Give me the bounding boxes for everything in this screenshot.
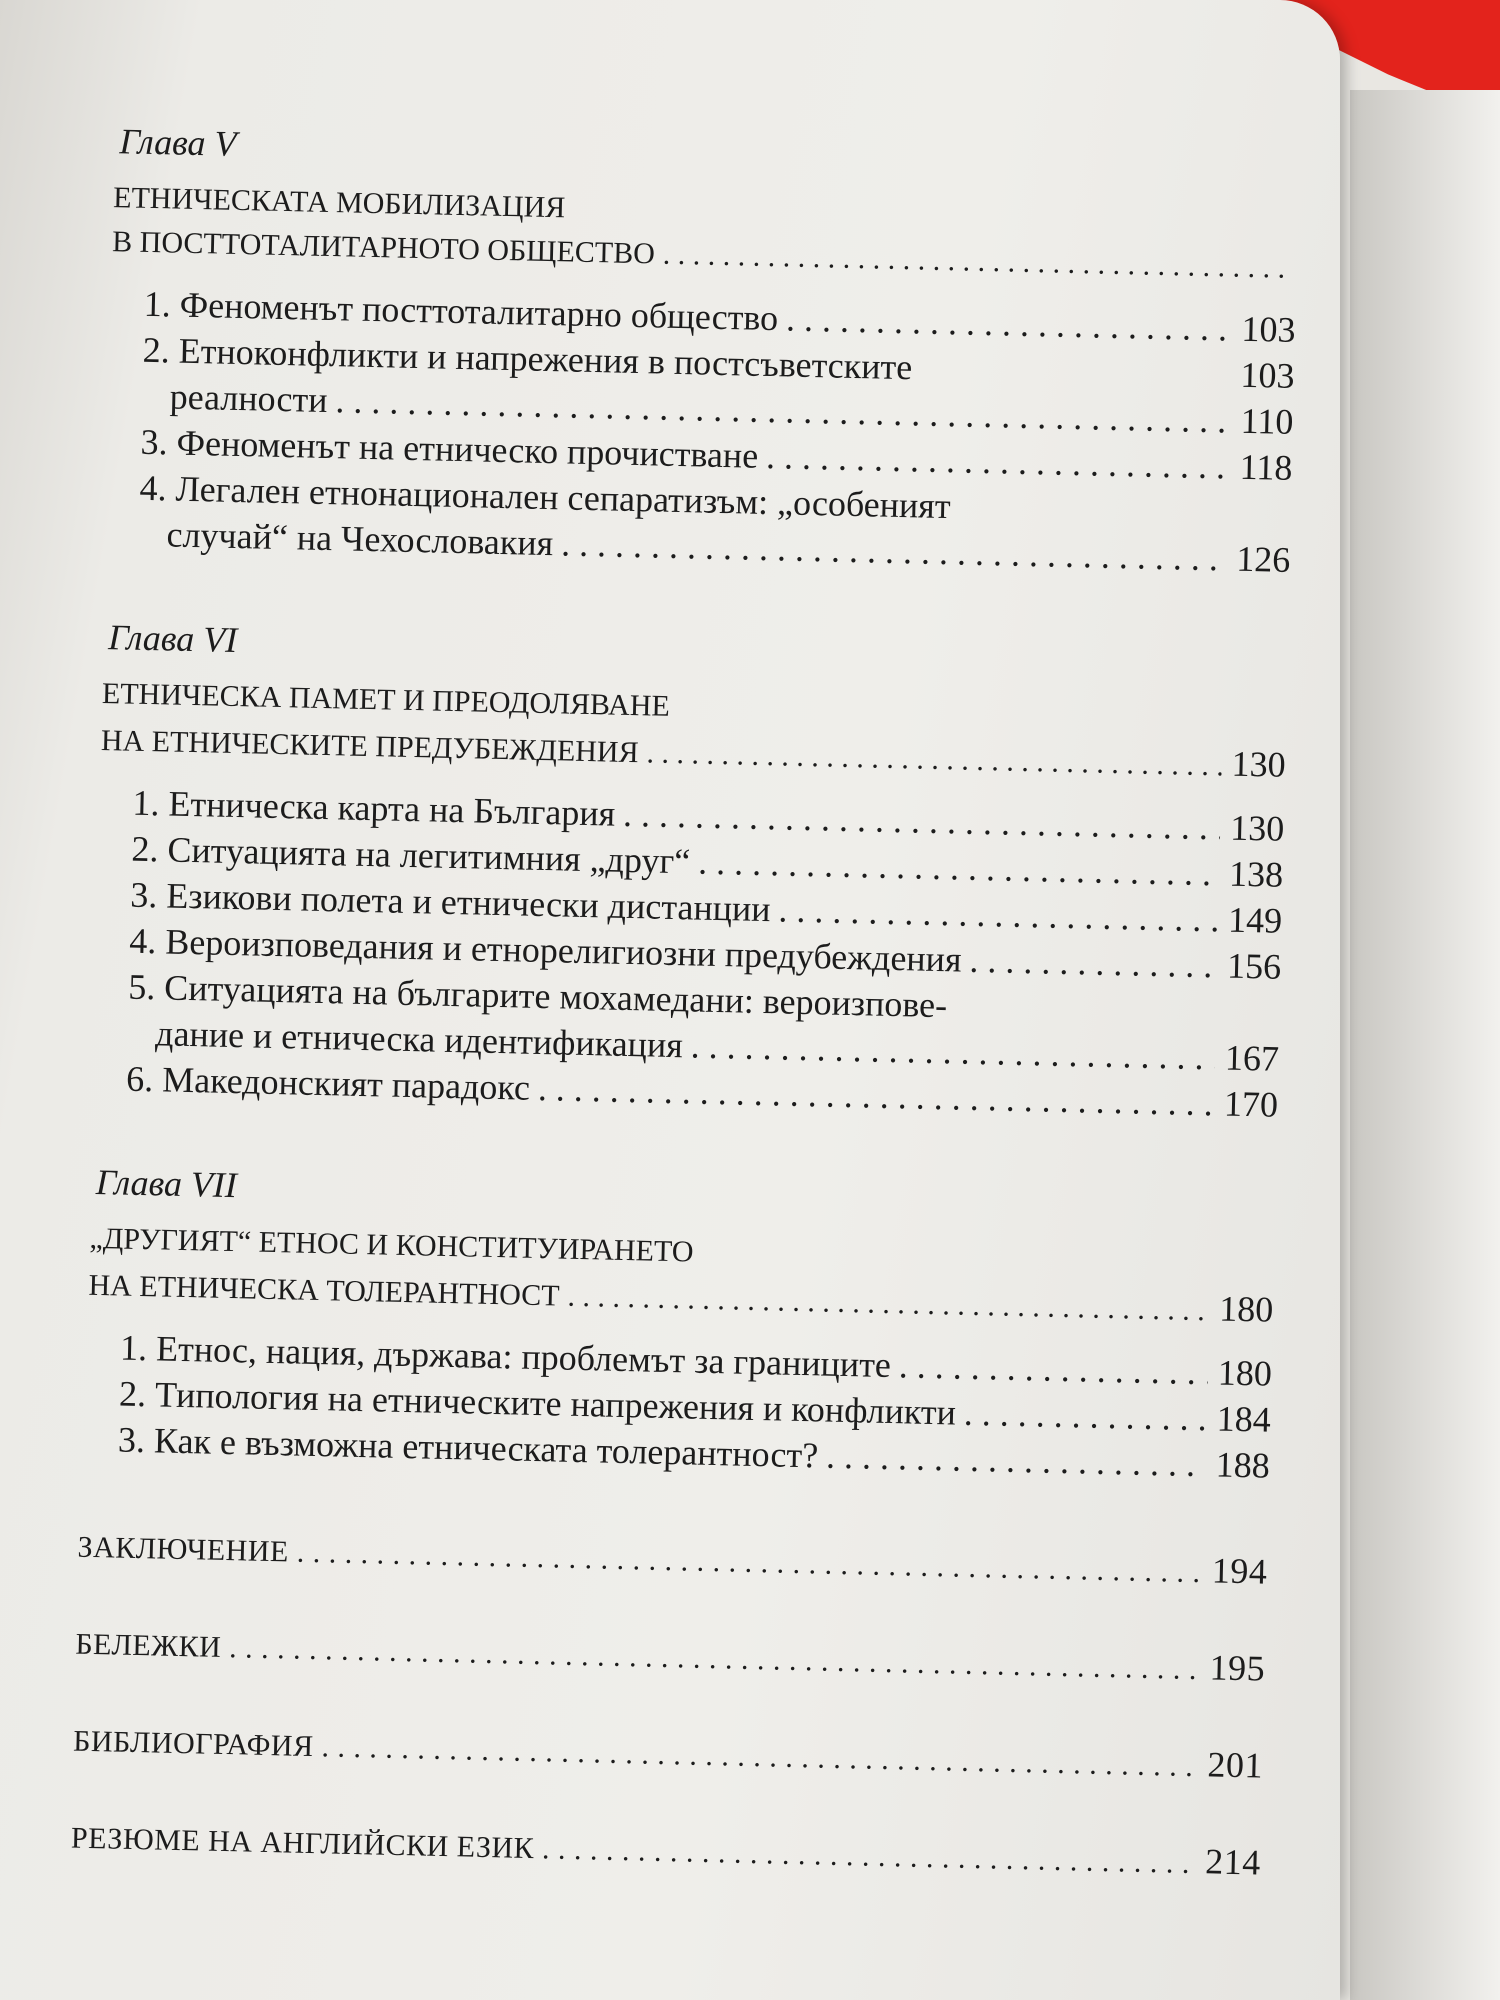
chapter-7: [80, 1161, 1277, 1489]
chapter-6: [88, 616, 1289, 1128]
section-title: РЕЗЮМЕ НА АНГЛИЙСКИ ЕЗИК: [70, 1821, 535, 1866]
toc-item-text-rest: случай“ на Чехословакия: [166, 514, 554, 564]
toc-item-page: 170: [1223, 1083, 1279, 1125]
dot-leader: [229, 1625, 1202, 1693]
dot-leader: [567, 1275, 1210, 1334]
dot-leader: [826, 1433, 1207, 1488]
chapter-page: 180: [1218, 1288, 1274, 1330]
toc-item-text: 3. Езикови полета и етнически дистанции: [129, 874, 772, 930]
chapter-5: [100, 120, 1300, 583]
section-title: ЗАКЛЮЧЕНИЕ: [77, 1530, 290, 1569]
dot-leader: [898, 1342, 1208, 1395]
toc-item-text: 1. Етнос, нация, държава: проблемът за границите: [119, 1327, 892, 1386]
toc-item-text-first: 4. Легален етнонационален сепаратизъм: „особеният: [139, 467, 952, 527]
section-notes[interactable]: [75, 1619, 1266, 1695]
toc-item-text-first: 5. Ситуацията на българите мохамедани: вероизпове-: [127, 966, 948, 1026]
section-conclusion[interactable]: [77, 1522, 1268, 1598]
toc-item-page: 149: [1227, 899, 1283, 941]
chapter-title-line2: НА ЕТНИЧЕСКА ТОЛЕРАНТНОСТ: [88, 1268, 560, 1313]
section-title: БЕЛЕЖКИ: [75, 1627, 222, 1664]
toc-item-text: 2. Ситуацията на легитимния „друг“: [131, 828, 691, 882]
section-page: 194: [1211, 1550, 1268, 1592]
toc-item-page: 103: [1241, 308, 1296, 350]
section-bibliography[interactable]: [73, 1716, 1264, 1792]
toc-item-page: 188: [1215, 1444, 1271, 1486]
toc-item-page: 118: [1239, 446, 1293, 488]
chapter-title-line1: „ДРУГИЯТ“ ЕТНОС И КОНСТИТУИРАНЕТО: [89, 1221, 694, 1269]
section-page: 201: [1207, 1744, 1264, 1786]
dot-leader: [969, 937, 1218, 989]
toc-item-page: 180: [1217, 1352, 1273, 1394]
toc-item-page: 138: [1228, 853, 1284, 895]
toc-item-page: 126: [1235, 538, 1291, 580]
section-title: БИБЛИОГРАФИЯ: [72, 1724, 314, 1764]
toc-item-text: 3. Как е възможна етническата толерантност?: [117, 1419, 819, 1476]
chapter-label: Глава V: [119, 121, 238, 164]
dot-leader: [963, 1390, 1207, 1442]
dot-leader: [296, 1530, 1204, 1597]
section-page: 214: [1204, 1841, 1262, 1883]
dot-leader: [646, 731, 1222, 788]
toc-item-page: 167: [1224, 1037, 1280, 1079]
section-english-summary[interactable]: [70, 1813, 1261, 1889]
chapter-items: [88, 779, 1285, 1128]
chapter-page: 130: [1231, 743, 1287, 785]
toc-item-text: 3. Феноменът на етническо прочистване: [140, 421, 759, 476]
chapter-title-line2: В ПОСТТОТАЛИТАРНОТО ОБЩЕСТВО: [111, 225, 656, 271]
chapter-title-line1: ЕТНИЧЕСКА ПАМЕТ И ПРЕОДОЛЯВАНЕ: [101, 676, 671, 723]
chapter-items: [80, 1324, 1273, 1489]
chapter-label: Глава VII: [95, 1161, 238, 1206]
toc-item-text: 4. Вероизповедания и етнорелигиозни предубеждения: [128, 920, 962, 980]
toc-item-text-first: 2. Етноконфликти и напрежения в постсъветските: [142, 329, 913, 388]
toc-item-text-rest: дание и етническа идентификация: [154, 1013, 684, 1066]
section-page: 195: [1209, 1647, 1266, 1689]
back-matter: [70, 1522, 1267, 1889]
toc-item-text: 2. Типология на етническите напрежения и конфликти: [118, 1373, 957, 1433]
toc-item-page: 110: [1240, 400, 1294, 442]
toc-item-text: 1. Етническа карта на България: [132, 782, 616, 834]
toc-item-text-rest: реалности: [169, 376, 328, 421]
chapter-label: Глава VI: [107, 617, 238, 661]
dot-leader: [542, 1826, 1198, 1887]
table-of-contents: [69, 120, 1299, 1937]
chapter-title-line1: ЕТНИЧЕСКАТА МОБИЛИЗАЦИЯ: [112, 181, 566, 225]
dot-leader: [321, 1724, 1199, 1790]
toc-item-text: 1. Феноменът посттоталитарно общество: [143, 283, 779, 339]
toc-item-page: 130: [1229, 807, 1285, 849]
chapter-title-line2: НА ЕТНИЧЕСКИТЕ ПРЕДУБЕЖДЕНИЯ: [100, 723, 639, 770]
toc-item-page: 184: [1216, 1398, 1272, 1440]
adjacent-page-edge: [1350, 90, 1500, 2000]
toc-item-text: 6. Македонският парадокс: [125, 1058, 531, 1108]
chapter-items: [100, 280, 1296, 583]
toc-item-page: 103: [1240, 354, 1295, 396]
toc-item-page: 156: [1226, 945, 1282, 987]
